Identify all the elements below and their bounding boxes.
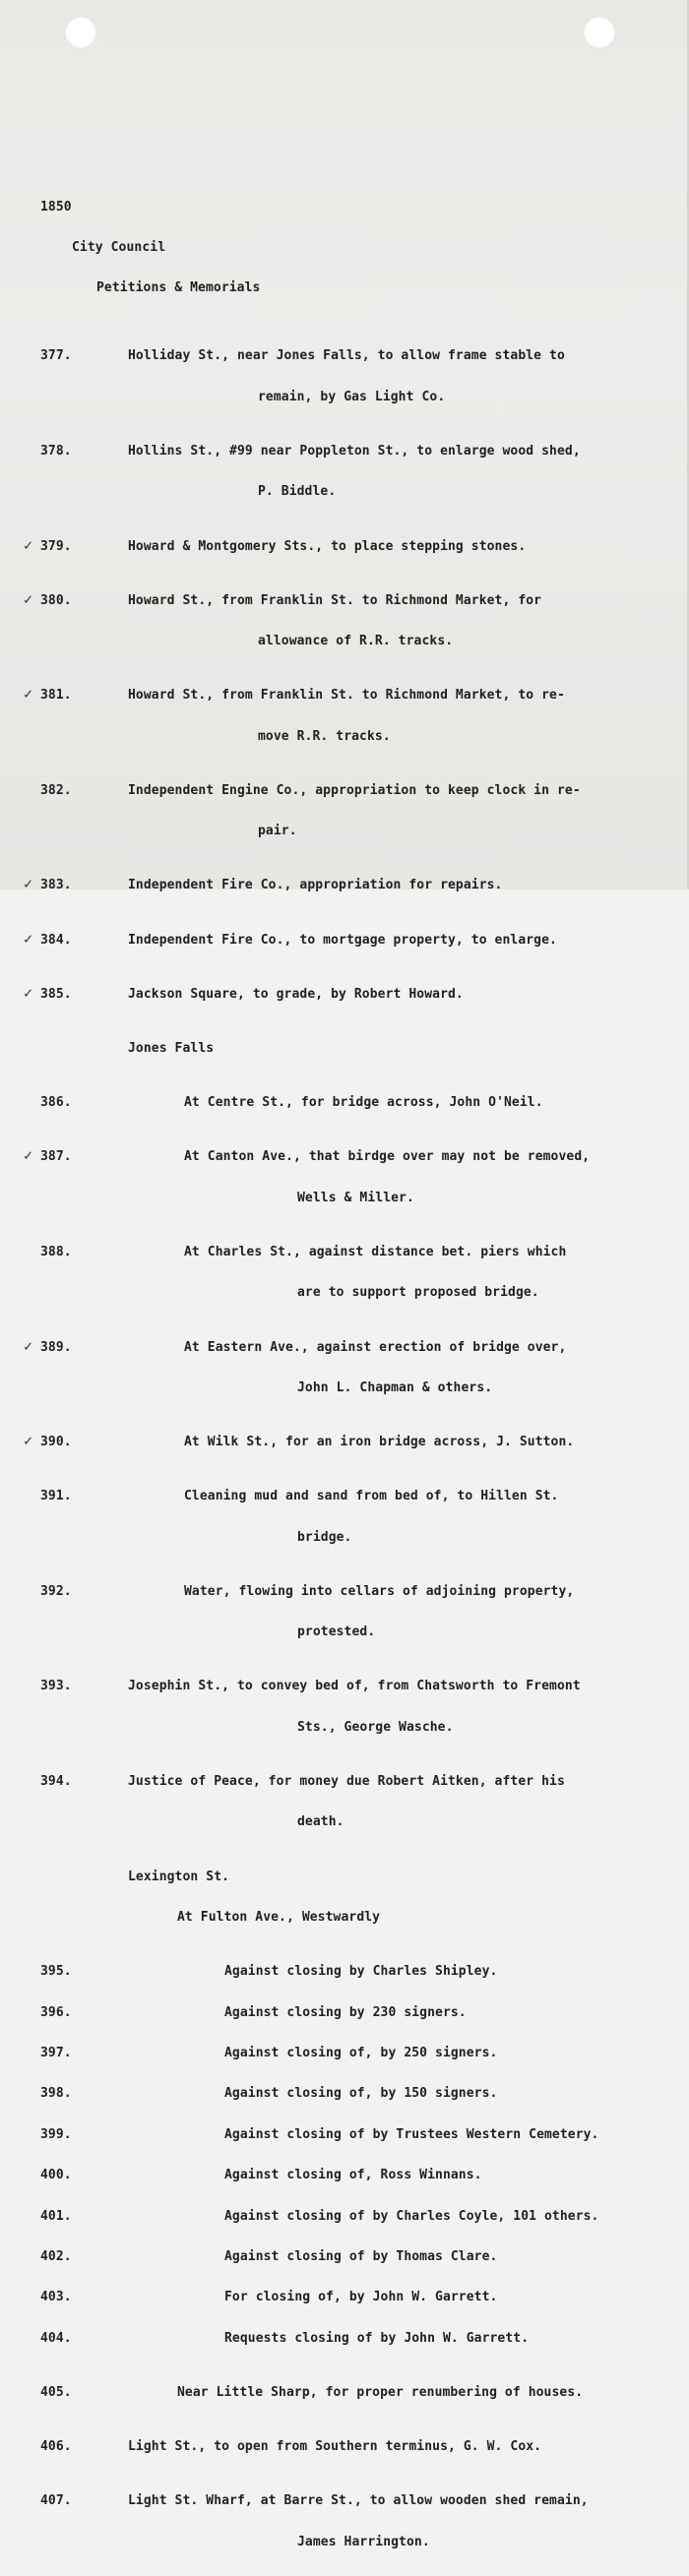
entry-line	[0, 2250, 689, 2264]
entry-line	[0, 825, 689, 838]
entry-text: Against closing by 230 signers.	[224, 2004, 467, 2020]
entry-text-continued: James Harrington.	[297, 2534, 430, 2549]
entry-text: Howard St., from Franklin St. to Richmond Market, for	[128, 592, 542, 608]
entry-text-continued: John L. Chapman & others.	[297, 1380, 493, 1395]
entry-number: 393.	[40, 1679, 72, 1694]
entry-text: At Eastern Ave., against erection of bridge over,	[184, 1339, 567, 1355]
entry-text: Against closing of by Charles Coyle, 101 others.	[224, 2208, 599, 2224]
entry-line	[0, 784, 689, 798]
entry-text: Against closing of, Ross Winnans.	[224, 2168, 482, 2183]
entry-text: Cleaning mud and sand from bed of, to Hillen St.	[184, 1489, 559, 1504]
entry-text-continued: Wells & Miller.	[297, 1190, 414, 1205]
entry-number: 383.	[40, 878, 72, 893]
entry-line	[0, 1432, 689, 1450]
entry-line	[0, 2536, 689, 2549]
entry-number: 380.	[40, 592, 72, 608]
entry-text: Josephin St., to convey bed of, from Chatsworth to Fremont	[128, 1679, 581, 1694]
entry-text-continued: P. Biddle.	[258, 484, 337, 500]
entry-text: Against closing of by Thomas Clare.	[224, 2248, 498, 2264]
entry-text: At Centre St., for bridge across, John O'Neil.	[184, 1095, 543, 1111]
entry-text: Requests closing of by John W. Garrett.	[224, 2330, 530, 2346]
entry-number: 389.	[40, 1339, 72, 1355]
entry-line	[0, 685, 689, 704]
entry-number: 403.	[40, 2290, 72, 2305]
entry-number: 398.	[40, 2086, 72, 2102]
entry-text-continued: allowance of R.R. tracks.	[258, 634, 454, 649]
subject-subheading: At Fulton Ave., Westwardly	[177, 1910, 381, 1925]
entry-line	[0, 1146, 689, 1165]
entry-text: Light St., to open from Southern terminus, G. W. Cox.	[128, 2439, 542, 2455]
entry-text: Near Little Sharp, for proper renumbering of houses.	[177, 2384, 584, 2400]
entry-number: 397.	[40, 2045, 72, 2060]
check-mark-icon: ✓	[24, 535, 33, 554]
entry-number: 404.	[40, 2330, 72, 2346]
entry-number: 378.	[40, 443, 72, 459]
entry-text: Against closing of by Trustees Western Cemetery.	[224, 2126, 599, 2142]
entry-line	[0, 2006, 689, 2020]
header-body: City Council	[72, 239, 166, 255]
punch-hole-left	[64, 16, 97, 49]
entry-line	[0, 1625, 689, 1639]
entry-text-continued: are to support proposed bridge.	[297, 1285, 539, 1301]
entry-text: Justice of Peace, for money due Robert Aitken, after his	[128, 1774, 565, 1790]
entry-line	[0, 1381, 689, 1395]
entry-line	[0, 535, 689, 554]
document-text	[0, 173, 689, 2576]
entry-number: 379.	[40, 538, 72, 554]
entry-number: 400.	[40, 2168, 72, 2183]
subject-heading-line	[0, 1042, 689, 1056]
entry-text-continued: bridge.	[297, 1529, 352, 1545]
entry-number: 391.	[40, 1489, 72, 1504]
entry-line	[0, 2386, 689, 2400]
entry-number: 381.	[40, 688, 72, 704]
entry-line	[0, 485, 689, 499]
entry-text: At Canton Ave., that birdge over may not be removed,	[184, 1149, 591, 1165]
entry-number: 407.	[40, 2493, 72, 2509]
entry-line	[0, 2494, 689, 2508]
entry-line	[0, 1965, 689, 1979]
entry-number: 390.	[40, 1435, 72, 1450]
entry-text: Independent Fire Co., to mortgage property, to enlarge.	[128, 932, 557, 948]
check-mark-icon: ✓	[24, 1432, 33, 1450]
entry-number: 401.	[40, 2208, 72, 2224]
entry-text-continued: protested.	[297, 1625, 376, 1640]
entry-line	[0, 2047, 689, 2060]
check-mark-icon: ✓	[24, 685, 33, 704]
entry-number: 396.	[40, 2004, 72, 2020]
entry-line	[0, 2440, 689, 2454]
entry-line	[0, 349, 689, 363]
entry-number: 384.	[40, 932, 72, 948]
entry-number: 385.	[40, 986, 72, 1002]
entry-line	[0, 1815, 689, 1829]
entry-number: 405.	[40, 2384, 72, 2400]
entry-line	[0, 1336, 689, 1355]
entry-text: Hollins St., #99 near Poppleton St., to enlarge wood shed,	[128, 443, 581, 459]
check-mark-icon: ✓	[24, 983, 33, 1002]
entry-text: Light St. Wharf, at Barre St., to allow wooden shed remain,	[128, 2493, 589, 2509]
entry-line	[0, 1680, 689, 1693]
entry-number: 377.	[40, 348, 72, 364]
entry-number: 388.	[40, 1244, 72, 1259]
entry-number: 387.	[40, 1149, 72, 1165]
header-section: Petitions & Memorials	[96, 280, 261, 296]
entry-line	[0, 391, 689, 404]
entry-text: Howard & Montgomery Sts., to place stepping stones.	[128, 538, 527, 554]
entry-line	[0, 1775, 689, 1789]
entry-number: 402.	[40, 2248, 72, 2264]
check-mark-icon: ✓	[24, 589, 33, 608]
header-body-line	[0, 241, 689, 255]
entry-line	[0, 2210, 689, 2224]
entry-text: Against closing of, by 250 signers.	[224, 2045, 498, 2060]
entry-text: For closing of, by John W. Garrett.	[224, 2290, 498, 2305]
entry-number: 395.	[40, 1964, 72, 1980]
entry-line	[0, 635, 689, 648]
header-year: 1850	[40, 199, 72, 215]
entry-line	[0, 1096, 689, 1110]
header-year-line	[0, 201, 689, 215]
entry-line	[0, 929, 689, 948]
entry-line	[0, 1192, 689, 1205]
entry-number: 392.	[40, 1583, 72, 1599]
subject-heading-line	[0, 1871, 689, 1884]
check-mark-icon: ✓	[24, 929, 33, 948]
entry-line	[0, 983, 689, 1002]
entry-line	[0, 2291, 689, 2304]
check-mark-icon: ✓	[24, 1146, 33, 1165]
check-mark-icon: ✓	[24, 1336, 33, 1355]
entry-number: 399.	[40, 2126, 72, 2142]
entry-text: Independent Engine Co., appropriation to keep clock in re-	[128, 782, 581, 798]
entry-text-continued: move R.R. tracks.	[258, 728, 391, 744]
entry-text-continued: pair.	[258, 824, 297, 839]
entry-line	[0, 2332, 689, 2346]
entry-number: 406.	[40, 2439, 72, 2455]
subject-heading: Lexington St.	[128, 1869, 230, 1884]
entry-text: At Wilk St., for an iron bridge across, J. Sutton.	[184, 1435, 575, 1450]
header-section-line	[0, 281, 689, 295]
entry-text-continued: death.	[297, 1814, 344, 1830]
entry-line	[0, 1585, 689, 1599]
entry-line	[0, 875, 689, 893]
entry-number: 394.	[40, 1774, 72, 1790]
entry-number: 382.	[40, 782, 72, 798]
subject-heading: Jones Falls	[128, 1041, 215, 1056]
entry-line	[0, 1286, 689, 1300]
entry-line	[0, 2087, 689, 2101]
entry-text: At Charles St., against distance bet. piers which	[184, 1244, 567, 1259]
entry-line	[0, 2128, 689, 2142]
entry-text: Holliday St., near Jones Falls, to allow frame stable to	[128, 348, 565, 364]
entry-line	[0, 445, 689, 459]
entry-text: Against closing by Charles Shipley.	[224, 1964, 498, 1980]
entry-line	[0, 1531, 689, 1545]
entry-line	[0, 1490, 689, 1503]
entry-line	[0, 730, 689, 744]
entry-text-continued: Sts., George Wasche.	[297, 1719, 454, 1735]
entry-text: Water, flowing into cellars of adjoining property,	[184, 1583, 575, 1599]
entry-line	[0, 1721, 689, 1735]
entry-number: 386.	[40, 1095, 72, 1111]
entry-text: Independent Fire Co., appropriation for repairs.	[128, 878, 503, 893]
entry-line	[0, 1246, 689, 1259]
punch-hole-right	[583, 16, 616, 49]
entry-text-continued: remain, by Gas Light Co.	[258, 389, 446, 404]
entry-text: Howard St., from Franklin St. to Richmond Market, to re-	[128, 688, 565, 704]
entry-line	[0, 2169, 689, 2182]
entry-text: Jackson Square, to grade, by Robert Howard.	[128, 986, 464, 1002]
entry-line	[0, 589, 689, 608]
entry-text: Against closing of, by 150 signers.	[224, 2086, 498, 2102]
subject-subheading-line	[0, 1911, 689, 1925]
check-mark-icon: ✓	[24, 875, 33, 893]
